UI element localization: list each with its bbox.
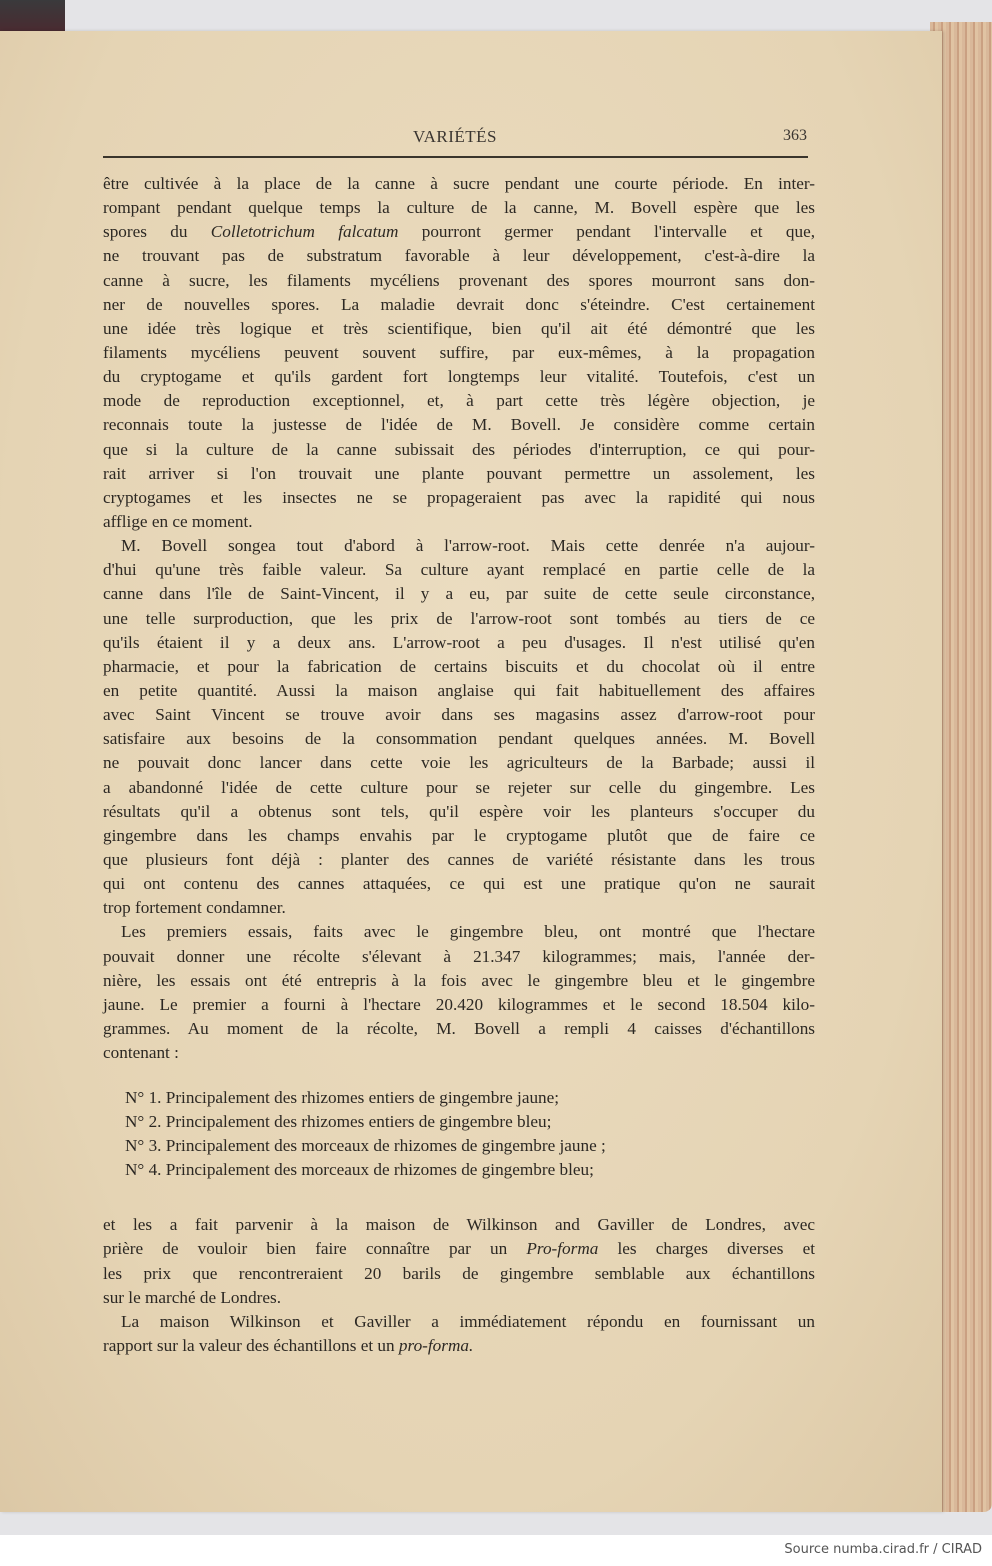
- text-line: [103, 1017, 815, 1041]
- text-span: du cryptogame et qu'ils gardent fort longtemps leur vitalité. Toutefois, c'est un: [103, 367, 815, 387]
- text-span: rompant pendant quelque temps la culture de la canne, M. Bovell espère que les: [103, 198, 815, 218]
- page-number: 363: [783, 127, 807, 144]
- header-rule: [103, 156, 808, 158]
- adjacent-page-thumbnail: [0, 0, 65, 33]
- text-span: les charges diverses et: [598, 1239, 815, 1259]
- text-span: qui ont contenu des cannes attaquées, ce qui est une pratique qu'on ne saurait: [103, 874, 815, 894]
- text-line: [103, 1237, 815, 1261]
- text-span: a abandonné l'idée de cette culture pour se rejeter sur celle du gingembre. Les: [103, 777, 815, 797]
- text-span: satisfaire aux besoins de la consommation pendant quelques années. M. Bovell: [103, 729, 815, 749]
- text-span: La maison Wilkinson et Gaviller a immédiatement répondu en fournissant un: [121, 1311, 815, 1331]
- text-span: N° 3. Principalement des morceaux de rhizomes de gingembre jaune ;: [125, 1135, 606, 1155]
- body-text: [103, 172, 815, 1358]
- text-span: mode de reproduction exceptionnel, et, à part cette très légère objection, je: [103, 391, 815, 411]
- text-line: [103, 848, 815, 872]
- text-span: ne pouvait donc lancer dans cette voie les agriculteurs de la Barbade; aussi il: [103, 753, 815, 773]
- text-span: N° 4. Principalement des morceaux de rhizomes de gingembre bleu;: [125, 1160, 594, 1180]
- text-line: [103, 317, 815, 341]
- text-line: [103, 582, 815, 606]
- text-span: spores du: [103, 222, 211, 242]
- text-line: [103, 486, 815, 510]
- text-span: M. Bovell songea tout d'abord à l'arrow-root. Mais cette denrée n'a aujour-: [121, 536, 815, 556]
- text-span: que si la culture de la canne subissait des périodes d'interruption, ce qui pour-: [103, 439, 815, 459]
- text-span: Les premiers essais, faits avec le gingembre bleu, ont montré que l'hectare: [121, 922, 815, 942]
- text-line: [103, 1286, 815, 1310]
- text-span: que plusieurs font déjà : planter des cannes de variété résistante dans les trous: [103, 849, 815, 869]
- text-span: ner de nouvelles spores. La maladie devrait donc s'éteindre. C'est certainement: [103, 294, 815, 314]
- text-line: [103, 969, 815, 993]
- text-span: rait arriver si l'on trouvait une plante pouvant permettre un assolement, les: [103, 463, 815, 483]
- text-line: [103, 558, 815, 582]
- text-line: [103, 220, 815, 244]
- text-span: et les a fait parvenir à la maison de Wilkinson and Gaviller de Londres, avec: [103, 1215, 815, 1235]
- text-span: cryptogames et les insectes ne se propageraient pas avec la rapidité qui nous: [103, 487, 815, 507]
- text-line: [103, 872, 815, 896]
- text-line: [103, 462, 815, 486]
- text-line: [103, 703, 815, 727]
- text-span: prière de vouloir bien faire connaître par un: [103, 1239, 527, 1259]
- text-span: pouvait donner une récolte s'élevant à 21.347 kilogrammes; mais, l'année der-: [103, 946, 815, 966]
- text-span: avec Saint Vincent se trouve avoir dans ses magasins assez d'arrow-root pour: [103, 705, 815, 725]
- text-line: [103, 269, 815, 293]
- text-span: une idée très logique et très scientifique, bien qu'il ait été démontré que les: [103, 318, 815, 338]
- text-span: résultats qu'il a obtenus sont tels, qu'il espère voir les planteurs s'occuper du: [103, 801, 815, 821]
- text-span: ne trouvant pas de substratum favorable à leur développement, c'est-à-dire la: [103, 246, 815, 266]
- text-line: [103, 365, 815, 389]
- running-title: VARIÉTÉS: [413, 127, 497, 146]
- text-line: [103, 727, 815, 751]
- list-item: [103, 1086, 815, 1110]
- text-line: [103, 244, 815, 268]
- text-span: sur le marché de Londres.: [103, 1287, 282, 1307]
- text-line: [103, 1262, 815, 1286]
- text-line: [103, 341, 815, 365]
- text-span: pharmacie, et pour la fabrication de certains biscuits et du chocolat où il entre: [103, 656, 815, 676]
- text-line: [103, 800, 815, 824]
- list-item: [103, 1110, 815, 1134]
- text-line: [103, 824, 815, 848]
- text-span: trop fortement condamner.: [103, 898, 286, 918]
- text-span: filaments mycéliens peuvent souvent suffire, par eux-mêmes, à la propagation: [103, 342, 815, 362]
- text-line: [103, 413, 815, 437]
- text-span: rapport sur la valeur des échantillons et un: [103, 1335, 399, 1355]
- text-span: canne à sucre, les filaments mycéliens provenant des spores mourront sans don-: [103, 270, 815, 290]
- text-span: être cultivée à la place de la canne à sucre pendant une courte période. En inter-: [103, 174, 815, 193]
- text-line: [103, 655, 815, 679]
- text-line: [103, 1310, 815, 1334]
- text-line: [103, 196, 815, 220]
- text-span: contenant :: [103, 1043, 179, 1063]
- text-line: [103, 776, 815, 800]
- text-span: en petite quantité. Aussi la maison anglaise qui fait habituellement des affaires: [103, 680, 815, 700]
- list-item: [103, 1158, 815, 1182]
- text-span: jaune. Le premier a fourni à l'hectare 20.420 kilogrammes et le second 18.504 kilo-: [103, 994, 815, 1014]
- text-span: d'hui qu'une très faible valeur. Sa culture ayant remplacé en partie celle de la: [103, 560, 815, 580]
- text-span: canne dans l'île de Saint-Vincent, il y a eu, par suite de cette seule circonstance,: [103, 584, 815, 604]
- italic-text: Pro-forma: [526, 1239, 599, 1259]
- text-span: N° 1. Principalement des rhizomes entiers de gingembre jaune;: [125, 1087, 560, 1107]
- text-line: [103, 1334, 815, 1358]
- italic-text: pro-forma.: [398, 1335, 474, 1355]
- text-line: [103, 1041, 815, 1065]
- text-line: [103, 631, 815, 655]
- text-span: grammes. Au moment de la récolte, M. Bovell a rempli 4 caisses d'échantillons: [103, 1018, 815, 1038]
- text-span: une telle surproduction, que les prix de l'arrow-root sont tombés au tiers de ce: [103, 608, 815, 628]
- text-line: [103, 607, 815, 631]
- text-line: [103, 679, 815, 703]
- text-line: [103, 438, 815, 462]
- text-line: [103, 293, 815, 317]
- text-span: gingembre dans les champs envahis par le cryptogame plutôt que de faire ce: [103, 825, 815, 845]
- text-span: N° 2. Principalement des rhizomes entiers de gingembre bleu;: [125, 1111, 552, 1131]
- italic-text: Colletotrichum falcatum: [210, 222, 399, 242]
- text-span: les prix que rencontreraient 20 barils de gingembre semblable aux échantillons: [103, 1263, 815, 1283]
- text-span: nière, les essais ont été entrepris à la fois avec le gingembre bleu et le gingembre: [103, 970, 815, 990]
- text-span: qu'ils étaient il y a deux ans. L'arrow-root a peu d'usages. Il n'est utilisé qu'en: [103, 632, 815, 652]
- text-line: [103, 896, 815, 920]
- text-span: afflige en ce moment.: [103, 511, 253, 531]
- text-line: [103, 920, 815, 944]
- text-line: [103, 172, 815, 196]
- text-line: [103, 751, 815, 775]
- text-line: [103, 1213, 815, 1237]
- text-line: [103, 534, 815, 558]
- text-line: [103, 389, 815, 413]
- text-line: [103, 945, 815, 969]
- text-span: reconnais toute la justesse de l'idée de M. Bovell. Je considère comme certain: [103, 415, 815, 435]
- text-span: pourront germer pendant l'intervalle et que,: [398, 222, 815, 242]
- list-item: [103, 1134, 815, 1158]
- text-line: [103, 510, 815, 534]
- source-credit: Source numba.cirad.fr / CIRAD: [784, 1542, 982, 1557]
- text-line: [103, 993, 815, 1017]
